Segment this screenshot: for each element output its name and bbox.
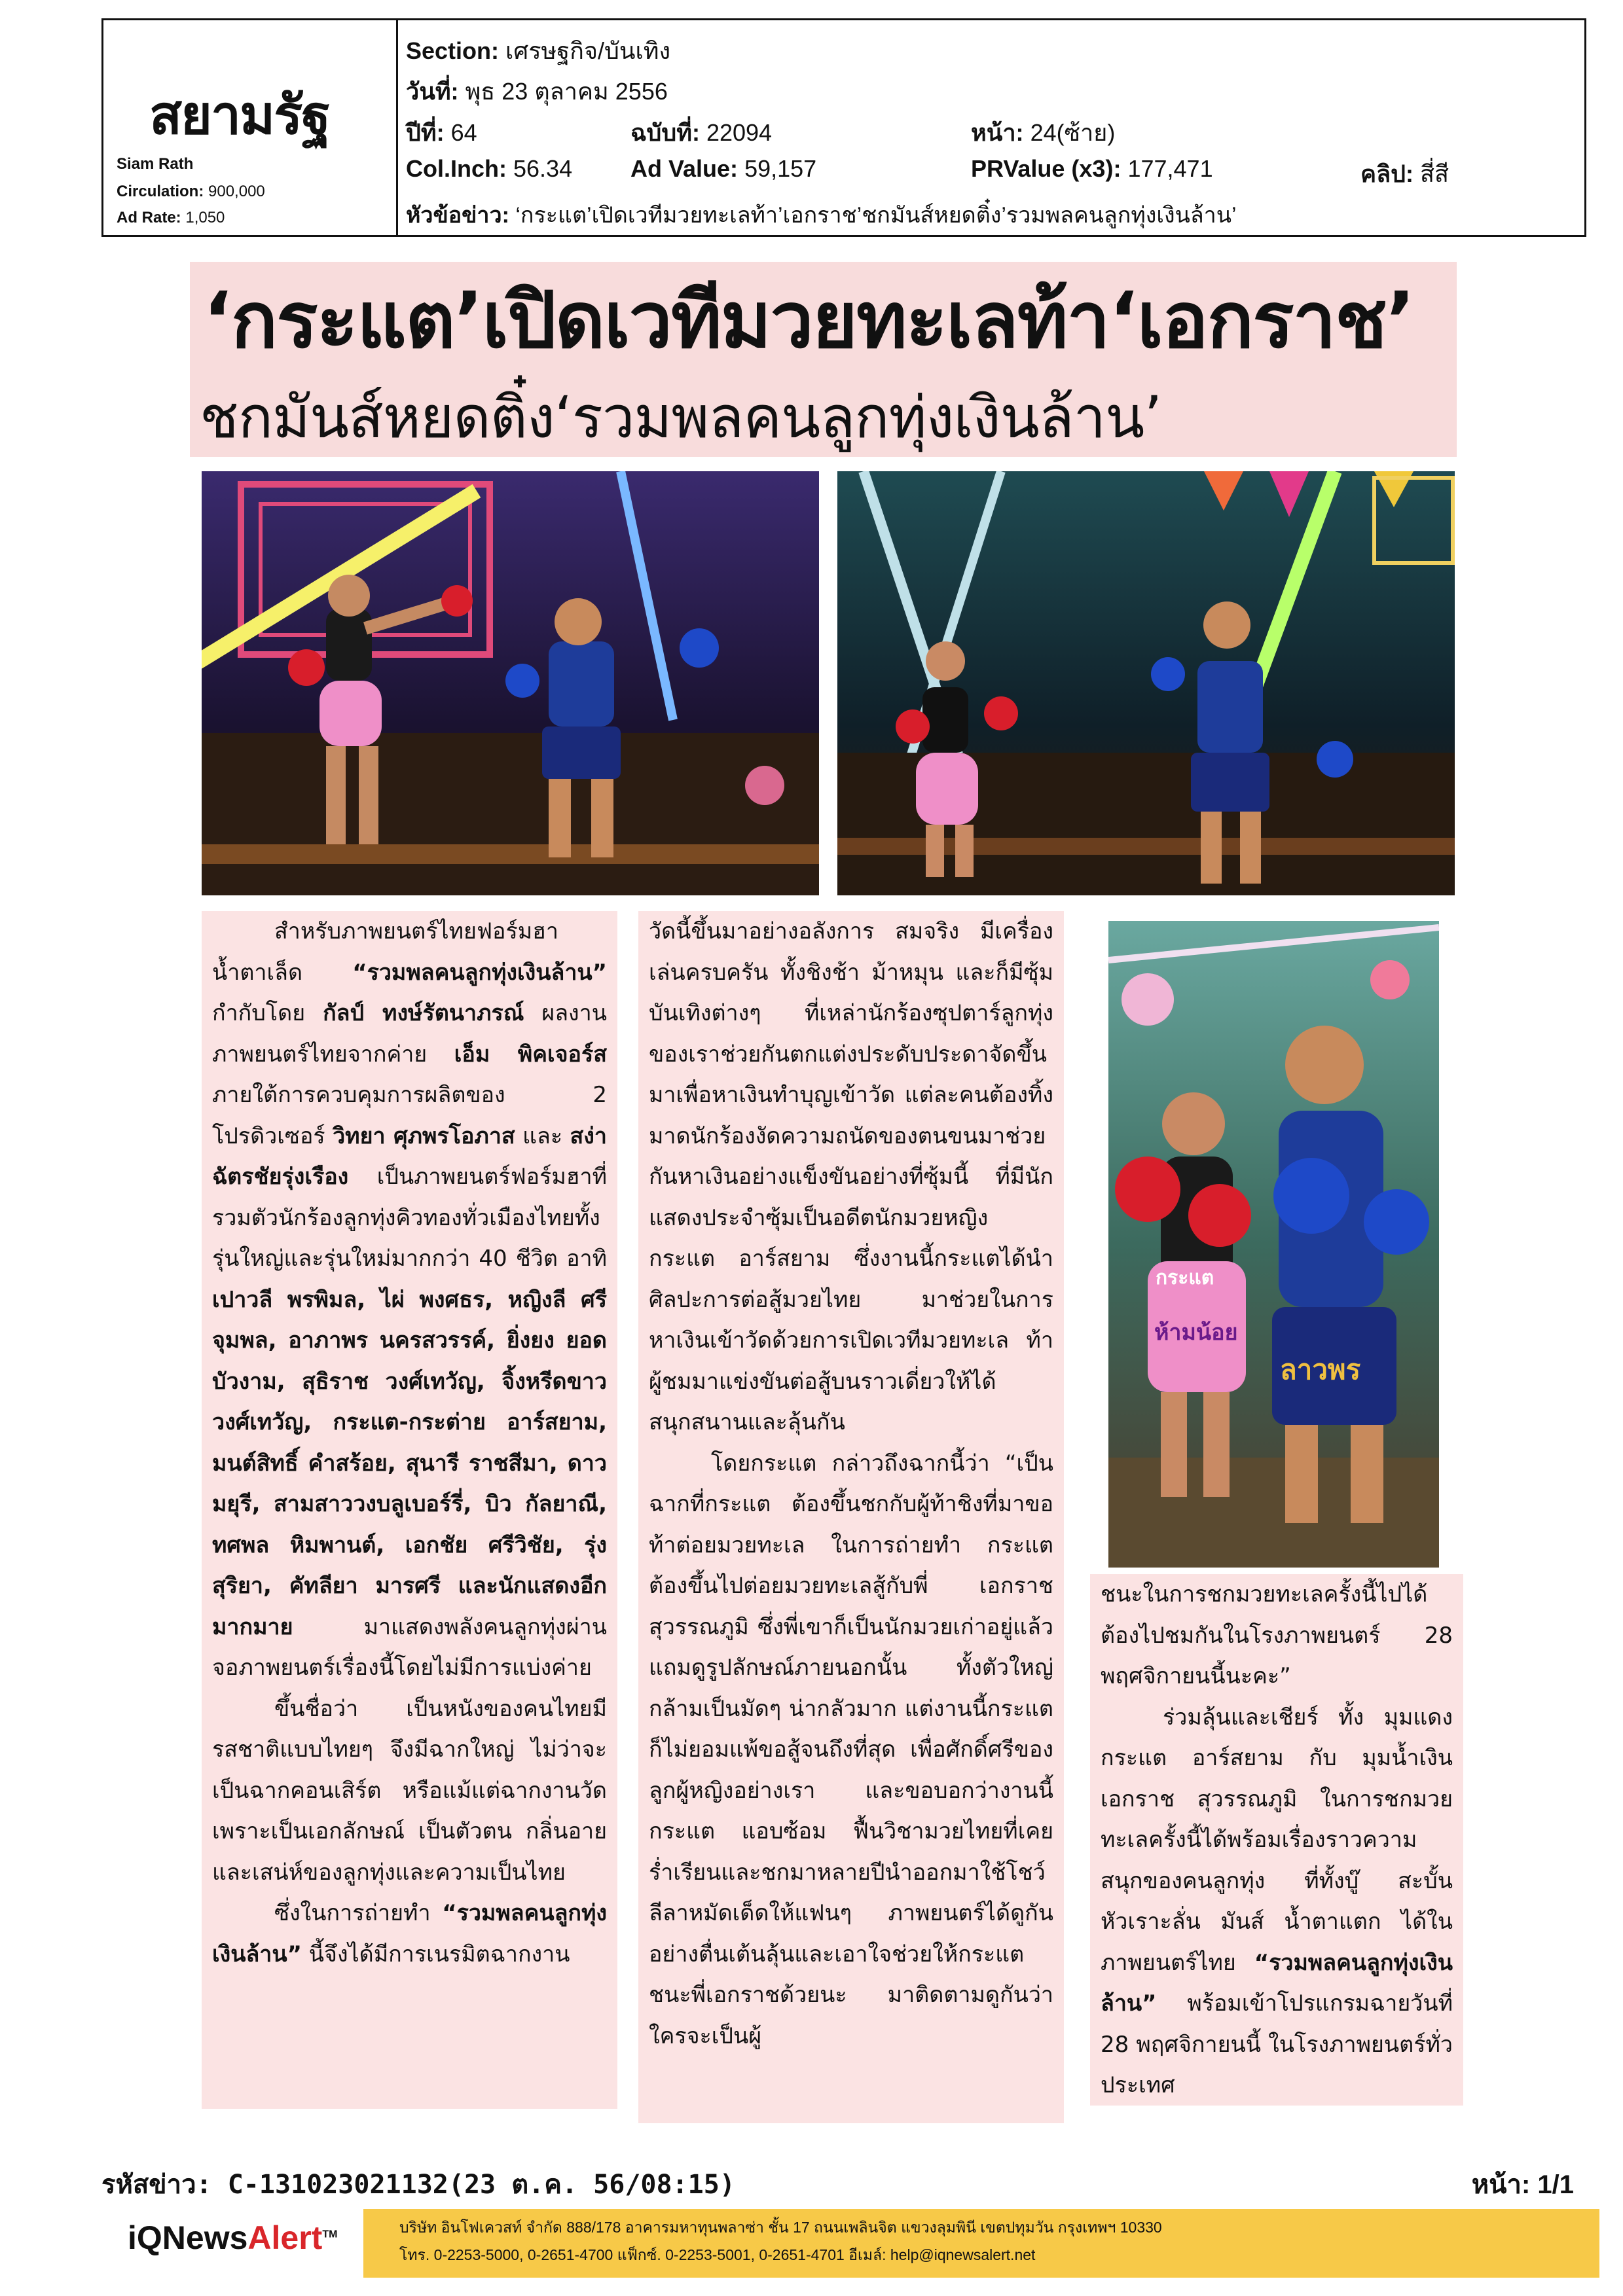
trunk-label-left: กระแต xyxy=(1156,1266,1214,1289)
company-contact: โทร. 0-2253-5000, 0-2651-4700 แฟ็กซ์. 0-2253-5001, 0-2651-4701 อีเมล์: help@iqnewsalert.net xyxy=(399,2246,1036,2263)
headline-line-2: ชกมันส์หยดติ๋ง‘รวมพลคนลูกทุ่งเงินล้าน’ xyxy=(190,378,1457,457)
company-address: บริษัท อินโฟเควสท์ จำกัด 888/178 อาคารมหาทุนพลาซ่า ชั้น 17 ถนนเพลินจิต แขวงลุมพินี เขตปทุมวัน กรุงเทพฯ 10330 xyxy=(399,2219,1162,2236)
circulation: Circulation: 900,000 xyxy=(117,183,265,200)
issue-field: ฉบับที่: 22094 xyxy=(630,119,773,146)
photo-boxing-match-2 xyxy=(837,471,1455,895)
metadata-divider xyxy=(396,20,398,235)
article-column-2 xyxy=(638,911,1064,2123)
ad-rate: Ad Rate: 1,050 xyxy=(117,209,225,226)
photo-boxers-posing xyxy=(1108,921,1439,1568)
article-column-1 xyxy=(202,911,617,2109)
publication-name: Siam Rath xyxy=(117,155,194,173)
article-paragraph: โดยกระแต กล่าวถึงฉากนี้ว่า “เป็นฉากที่กระแต ต้องขึ้นชกกับผู้ท้าชิงที่มาขอท้าต่อยมวยทะเล ในการถ่ายทำ กระแตต้องขึ้นไปต่อยมวยทะเลสู้กับพี่ เอกราช สุวรรณภูมิ ซึ่งพี่เขาก็เป็นนักมวยเก่าอยู่แล้ว แถมดูรูปลักษณ์ภายนอกนั้น ทั้งตัวใหญ่ กล้ามเป็นมัดๆ น่ากลัวมาก แต่งานนี้กระแตก็ไม่ยอมแพ้ขอสู้จนถึงที่สุด เพื่อศักดิ์ศรีของลูกผู้หญิงอย่างเรา และขอบอกว่างานนี้กระแต แอบซ้อม ฟื้นวิชามวยไทยที่เคยร่ำเรียนและชกมาหลายปีนำออกมาใช้โชว์ลีลาหมัดเด็ดให้แฟนๆ ภาพยนตร์ได้ดูกันอย่างตื่นเต้นลุ้นและเอาใจช่วยให้กระแตชนะพี่เอกราชด้วยนะ มาติดตามดูกันว่าใครจะเป็นผู้ xyxy=(649,1450,1053,2049)
iqnewsalert-logo: iQNewsAlert™ xyxy=(128,2219,338,2256)
trunk-label-right: ลาวพร xyxy=(1280,1354,1361,1386)
trunk-label-left-leg: ห้ามน้อย xyxy=(1154,1319,1238,1346)
photo-boxing-match-1 xyxy=(202,471,819,895)
article-paragraph: ขึ้นชื่อว่า เป็นหนังของคนไทยมีรสชาติแบบไทยๆ จึงมีฉากใหญ่ ไม่ว่าจะเป็นฉากคอนเสิร์ต หรือแม้แต่ฉากงานวัด เพราะเป็นเอกลักษณ์ เป็นตัวตน กลิ่นอาย และเสน่ห์ของลูกทุ่งและความเป็นไทย xyxy=(212,1695,607,1886)
date-field: วันที่: พุธ 23 ตุลาคม 2556 xyxy=(406,78,668,105)
clip-field: คลิป: สี่สี xyxy=(1360,160,1449,187)
prvalue-field: PRValue (x3): 177,471 xyxy=(971,155,1213,182)
topic-field: หัวข้อข่าว: ‘กระแต’เปิดเวทีมวยทะเลท้า’เอกราช’ชกมันส์หยดติ๋ง’รวมพลคนลูกทุ่งเงินล้าน’ xyxy=(406,203,1237,228)
advalue-field: Ad Value: 59,157 xyxy=(630,155,817,182)
article-paragraph: สำหรับภาพยนตร์ไทยฟอร์มฮา น้ำตาเล็ด “รวมพลคนลูกทุ่งเงินล้าน” กำกับโดย กัลป์ ทงษ์รัตนาภรณ์ ผลงานภาพยนตร์ไทยจากค่าย เอ็ม พิคเจอร์ส ภายใต้การควบคุมการผลิตของ 2 โปรดิวเซอร์ วิทยา ศุภพรโอภาส และ สง่า ฉัตรชัยรุ่งเรือง เป็นภาพยนตร์ฟอร์มฮาที่รวมตัวนักร้องลูกทุ่งคิวทองทั่วเมืองไทยทั้งรุ่นใหญ่และรุ่นใหม่มากกว่า 40 ชีวิต อาทิ เปาวลี พรพิมล, ไผ่ พงศธร, หญิงลี ศรีจุมพล, อาภาพร นครสวรรค์, ยิ่งยง ยอดบัวงาม, สุธิราช วงศ์เทวัญ, จิ้งหรีดขาว วงศ์เทวัญ, กระแต-กระต่าย อาร์สยาม, มนต์สิทธิ์ คำสร้อย, สุนารี ราชสีมา, ดาว มยุรี, สามสาววงบลูเบอร์รี่, บิว กัลยาณี, ทศพล หิมพานต์, เอกชัย ศรีวิชัย, รุ่ง สุริยา, คัทลียา มารศรี และนักแสดงอีกมากมาย มาแสดงพลังคนลูกทุ่งผ่านจอภาพยนตร์เรื่องนี้โดยไม่มีการแบ่งค่าย xyxy=(212,918,607,1681)
page-number: หน้า: 1/1 xyxy=(1471,2170,1574,2199)
news-code: รหัสข่าว: C-131023021132(23 ต.ค. 56/08:15) xyxy=(101,2170,735,2200)
page-field: หน้า: 24(ซ้าย) xyxy=(971,119,1116,146)
headline-line-1: ‘กระแต’เปิดเวทีมวยทะเลท้า‘เอกราช’ xyxy=(190,262,1457,378)
article-paragraph: ซึ่งในการถ่ายทำ “รวมพลคนลูกทุ่งเงินล้าน” นี้จึงได้มีการเนรมิตฉากงาน xyxy=(212,1900,607,1967)
article-paragraph: ร่วมลุ้นและเชียร์ ทั้ง มุมแดง กระแต อาร์สยาม กับ มุมน้ำเงิน เอกราช สุวรรณภูมิ ในการชกมวยทะเลครั้งนี้ได้พร้อมเรื่องราวความสนุกของคนลูกทุ่ง ที่ทั้งบู๊ สะบั้นหัวเราะลั่น มันส์ น้ำตาแตก ได้ในภาพยนตร์ไทย “รวมพลคนลูกทุ่งเงินล้าน” พร้อมเข้าโปรแกรมฉายวันที่ 28 พฤศจิกายนนี้ ในโรงภาพยนตร์ทั่วประเทศ xyxy=(1101,1704,1453,2098)
article-paragraph: วัดนี้ขึ้นมาอย่างอลังการ สมจริง มีเครื่องเล่นครบครัน ทั้งชิงช้า ม้าหมุน และก็มีซุ้มบันเทิงต่างๆ ที่เหล่านักร้องซุปตาร์ลูกทุ่งของเราช่วยกันตกแต่งประดับประดาจัดขึ้นมาเพื่อหาเงินทำบุญเข้าวัด แต่ละคนต้องทิ้งมาดนักร้องงัดความถนัดของตนขนมาช่วยกันหาเงินอย่างแข็งขันอย่างที่ซุ้มนี้ ที่มีนักแสดงประจำซุ้มเป็นอดีตนักมวยหญิง กระแต อาร์สยาม ซึ่งงานนี้กระแตได้นำศิลปะการต่อสู้มวยไทย มาช่วยในการหาเงินเข้าวัดด้วยการเปิดเวทีมวยทะเล ท้าผู้ชมมาแข่งขันต่อสู้บนราวเดี่ยวให้ได้สนุกสนานและลุ้นกัน xyxy=(649,918,1053,1435)
section-field: Section: เศรษฐกิจ/บันเทิง xyxy=(406,37,671,64)
article-paragraph: ชนะในการชกมวยทะเลครั้งนี้ไปได้ ต้องไปชมกันในโรงภาพยนตร์ 28 พฤศจิกายนนี้นะคะ” xyxy=(1101,1581,1453,1689)
colinch-field: Col.Inch: 56.34 xyxy=(406,155,573,182)
year-field: ปีที่: 64 xyxy=(406,119,477,146)
metadata-box xyxy=(101,18,1586,237)
article-column-3 xyxy=(1090,1574,1463,2106)
publication-logo: สยามรัฐ xyxy=(149,84,330,147)
